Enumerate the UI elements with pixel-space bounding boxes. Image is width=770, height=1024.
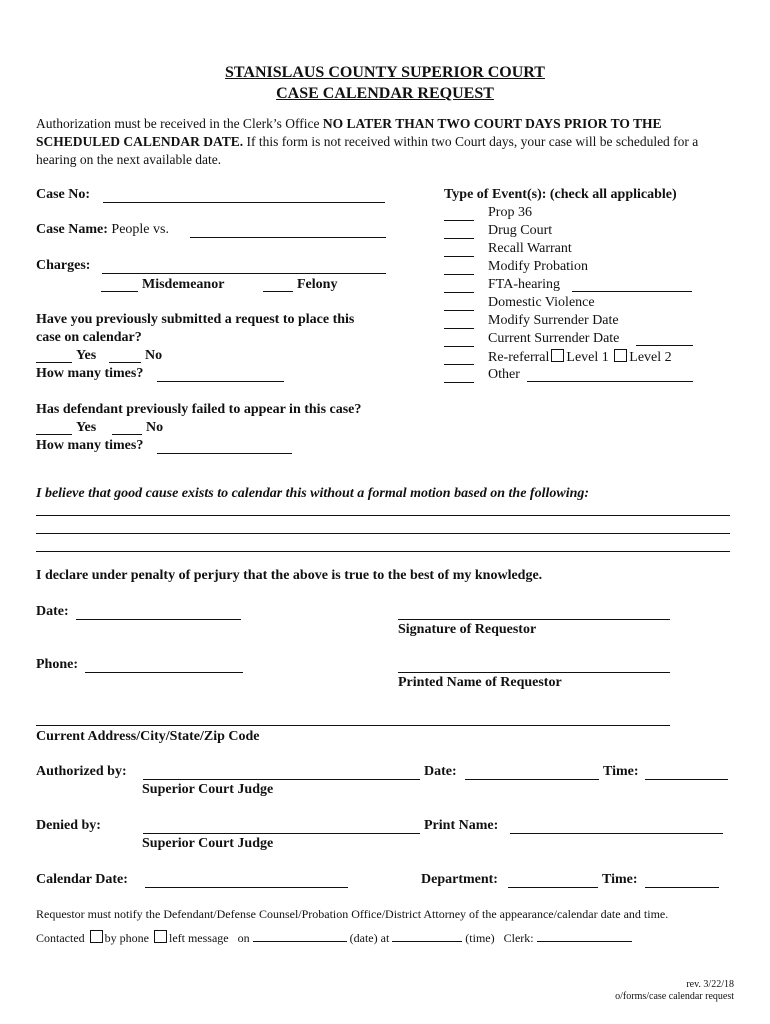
- event-check-fta-hearing[interactable]: [444, 292, 474, 293]
- intro-text: Authorization must be received in the Clerk’s Office: [36, 116, 323, 131]
- felony-label: Felony: [297, 277, 338, 292]
- misdemeanor-label: Misdemeanor: [142, 277, 225, 292]
- level2-label: Level 2: [629, 350, 672, 365]
- event-fta-hearing: FTA-hearing: [488, 277, 560, 292]
- previous-no-label: No: [145, 348, 163, 363]
- event-modify-probation: Modify Probation: [488, 259, 588, 274]
- date-field[interactable]: [76, 619, 241, 620]
- calendar-time-field[interactable]: [645, 887, 719, 888]
- event-check-other[interactable]: [444, 382, 474, 383]
- previous-yes-label: Yes: [76, 348, 97, 363]
- authorized-date-label: Date:: [424, 764, 457, 779]
- case-name-field[interactable]: [190, 237, 386, 238]
- contact-date-field[interactable]: [253, 929, 347, 942]
- print-name-field[interactable]: [510, 833, 723, 834]
- revision-date: rev. 3/22/18: [686, 979, 734, 990]
- event-check-domestic-violence[interactable]: [444, 310, 474, 311]
- fta-yes-label: Yes: [76, 420, 97, 435]
- event-check-modify-probation[interactable]: [444, 274, 474, 275]
- contacted-row: [36, 929, 632, 946]
- contacted-label: Contacted: [36, 931, 85, 945]
- event-re-referral-row: [488, 349, 672, 366]
- event-type-heading: Type of Event(s): (check all applicable): [444, 187, 677, 202]
- printed-name-label: Printed Name of Requestor: [398, 675, 562, 690]
- previous-yes-check[interactable]: [36, 362, 72, 363]
- event-drug-court: Drug Court: [488, 223, 553, 238]
- signature-label: Signature of Requestor: [398, 622, 537, 637]
- authorized-judge-label: Superior Court Judge: [142, 782, 274, 797]
- current-surrender-field[interactable]: [636, 345, 693, 346]
- left-message-checkbox[interactable]: [154, 930, 167, 943]
- fta-no-check[interactable]: [112, 434, 142, 435]
- intro-paragraph: [36, 115, 736, 169]
- event-check-recall-warrant[interactable]: [444, 256, 474, 257]
- calendar-date-label: Calendar Date:: [36, 872, 128, 887]
- calendar-date-field[interactable]: [145, 887, 348, 888]
- phone-field[interactable]: [85, 672, 243, 673]
- case-name-prefix: People vs.: [111, 222, 169, 237]
- address-label: Current Address/City/State/Zip Code: [36, 729, 260, 744]
- previous-no-check[interactable]: [109, 362, 141, 363]
- felony-check[interactable]: [263, 291, 293, 292]
- denied-by-field[interactable]: [143, 833, 420, 834]
- form-title-request: CASE CALENDAR REQUEST: [276, 85, 494, 102]
- fta-how-many-field[interactable]: [157, 453, 292, 454]
- fta-how-many-label: How many times?: [36, 438, 144, 453]
- event-other: Other: [488, 367, 520, 382]
- authorized-time-label: Time:: [603, 764, 639, 779]
- date-label: Date:: [36, 604, 69, 619]
- phone-label: Phone:: [36, 657, 78, 672]
- fta-no-label: No: [146, 420, 164, 435]
- charges-label: Charges:: [36, 258, 91, 273]
- notify-instruction: Requestor must notify the Defendant/Defense Counsel/Probation Office/District Attorney of the appearance/calendar date and time.: [36, 907, 669, 921]
- charges-field[interactable]: [102, 273, 386, 274]
- contact-date-label: (date) at: [349, 931, 390, 945]
- print-name-label: Print Name:: [424, 818, 499, 833]
- event-check-current-surrender[interactable]: [444, 346, 474, 347]
- event-check-modify-surrender[interactable]: [444, 328, 474, 329]
- on-label: on: [237, 931, 250, 945]
- event-domestic-violence: Domestic Violence: [488, 295, 595, 310]
- authorized-date-field[interactable]: [465, 779, 599, 780]
- department-field[interactable]: [508, 887, 598, 888]
- event-check-prop36[interactable]: [444, 220, 474, 221]
- clerk-label: Clerk:: [503, 931, 534, 945]
- address-field[interactable]: [36, 725, 670, 726]
- signature-field[interactable]: [398, 619, 670, 620]
- denied-judge-label: Superior Court Judge: [142, 836, 274, 851]
- event-check-drug-court[interactable]: [444, 238, 474, 239]
- form-path: o/forms/case calendar request: [615, 991, 734, 1002]
- case-name-label: Case Name:: [36, 222, 108, 237]
- contact-time-field[interactable]: [392, 929, 462, 942]
- event-check-re-referral[interactable]: [444, 364, 474, 365]
- level1-label: Level 1: [566, 350, 609, 365]
- intro-deadline: NO LATER THAN TWO COURT DAYS PRIOR TO THE SCHEDULED CALENDAR DATE.: [36, 116, 662, 149]
- good-cause-statement: I believe that good cause exists to calendar this without a formal motion based on the following:: [36, 486, 590, 501]
- intro-text-2: If this form is not received within two Court days, your case will be scheduled for a hearing on the next available date.: [36, 134, 699, 167]
- fta-question: Has defendant previously failed to appear in this case?: [36, 402, 362, 417]
- previous-how-many-field[interactable]: [157, 381, 284, 382]
- fta-hearing-field[interactable]: [572, 291, 692, 292]
- event-prop36: Prop 36: [488, 205, 532, 220]
- authorized-by-label: Authorized by:: [36, 764, 127, 779]
- case-no-field[interactable]: [103, 202, 385, 203]
- level2-checkbox[interactable]: [614, 349, 627, 362]
- previous-request-question-2: case on calendar?: [36, 330, 142, 345]
- level1-checkbox[interactable]: [551, 349, 564, 362]
- event-current-surrender: Current Surrender Date: [488, 331, 620, 346]
- denied-by-label: Denied by:: [36, 818, 101, 833]
- case-no-label: Case No:: [36, 187, 91, 202]
- authorized-time-field[interactable]: [645, 779, 728, 780]
- perjury-declaration: I declare under penalty of perjury that the above is true to the best of my knowledge.: [36, 568, 543, 583]
- department-label: Department:: [421, 872, 498, 887]
- event-modify-surrender: Modify Surrender Date: [488, 313, 619, 328]
- by-phone-label: by phone: [104, 931, 149, 945]
- authorized-by-field[interactable]: [143, 779, 420, 780]
- good-cause-line-1[interactable]: [36, 515, 730, 516]
- other-field[interactable]: [527, 381, 693, 382]
- case-name-row: [36, 222, 169, 238]
- previous-request-question: Have you previously submitted a request to place this: [36, 312, 355, 327]
- fta-yes-check[interactable]: [36, 434, 72, 435]
- calendar-time-label: Time:: [602, 872, 638, 887]
- left-message-label: left message: [168, 931, 229, 945]
- event-recall-warrant: Recall Warrant: [488, 241, 572, 256]
- previous-how-many-label: How many times?: [36, 366, 144, 381]
- clerk-field[interactable]: [537, 929, 632, 942]
- good-cause-line-3[interactable]: [36, 551, 730, 552]
- by-phone-checkbox[interactable]: [90, 930, 103, 943]
- printed-name-field[interactable]: [398, 672, 670, 673]
- form-title-court: STANISLAUS COUNTY SUPERIOR COURT: [225, 64, 545, 81]
- misdemeanor-check[interactable]: [101, 291, 138, 292]
- good-cause-line-2[interactable]: [36, 533, 730, 534]
- event-re-referral: Re-referral: [488, 350, 550, 365]
- contact-time-label: (time): [465, 931, 495, 945]
